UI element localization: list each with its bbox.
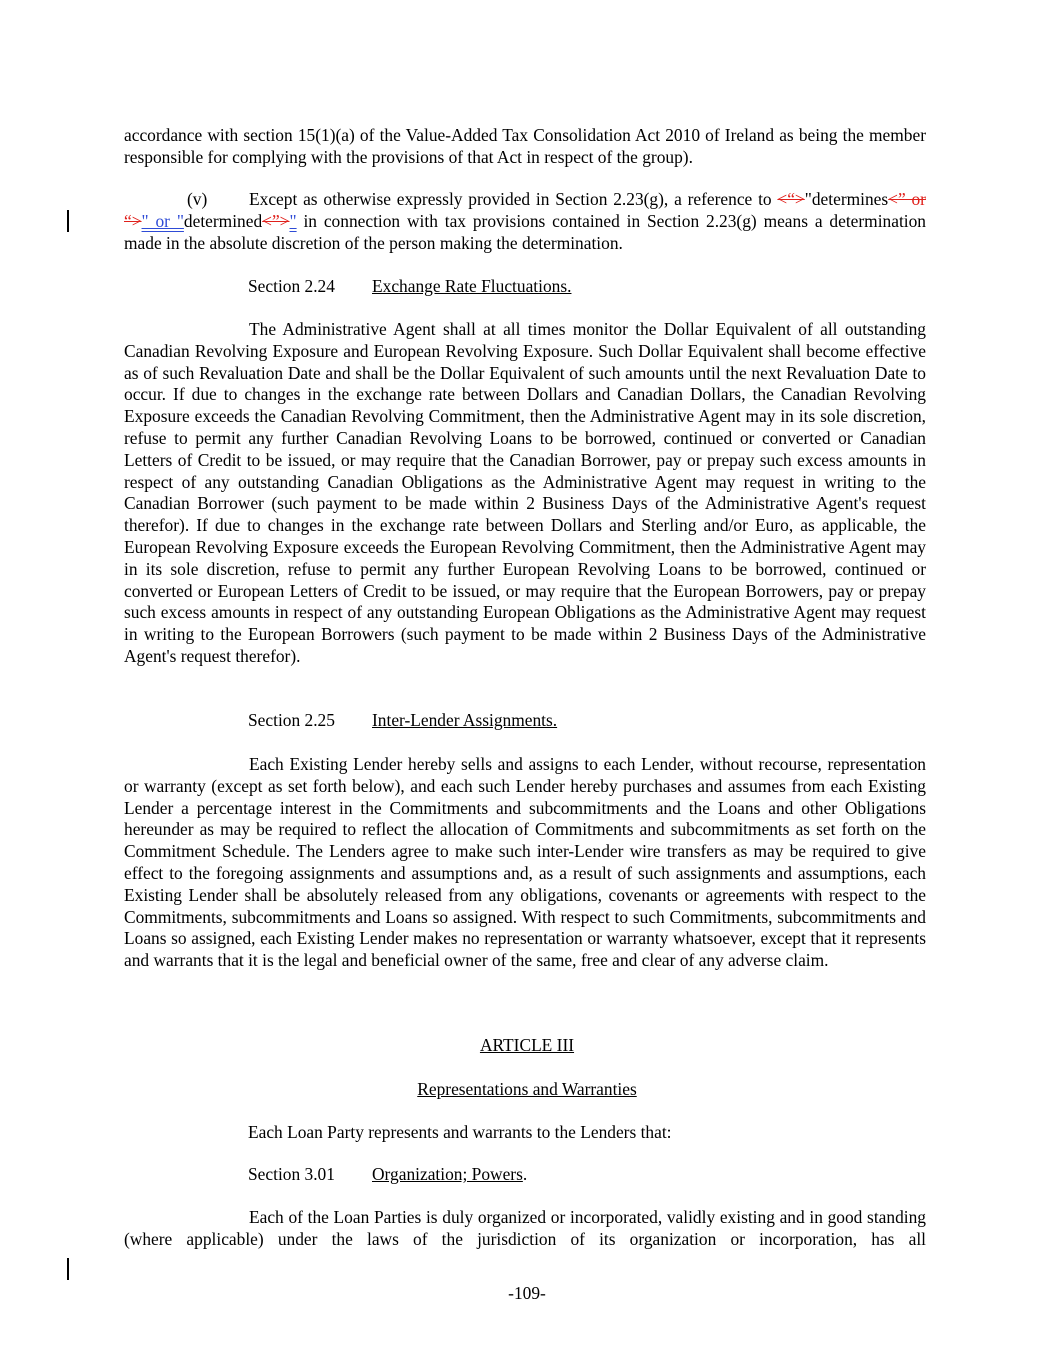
article-intro: Each Loan Party represents and warrants to the Lenders that: — [248, 1122, 672, 1142]
inserted-text: " or " — [141, 210, 184, 231]
section-heading-2-24 — [248, 276, 571, 298]
paragraph-v: (v) Except as otherwise expressly provided in Section 2.23(g), a reference to <“>"determines<” or “>" or "determined<”>" in connection with tax provisions contained in Section 2.23(g) means a determination made in the absolute discretion of the person making the determination. — [124, 189, 926, 253]
paragraph-2-25: Each Existing Lender hereby sells and assigns to each Lender, without recourse, representation or warranty (except as set forth below), and each such Lender hereby purchases and assumes from each Existing Lender a percentage interest in the Commitments and subcommitments and the Loans and other Obligations hereunder as may be required to reflect the allocation of Commitments and subcommitments as set forth on the Commitment Schedule. The Lenders agree to make such inter-Lender wire transfers as may be required to give effect to the foregoing assignments and assumptions and, as a result of such assignments and assumptions, each Existing Lender shall be absolutely released from any obligations, covenants or agreements with respect to the Commitments, subcommitments and Loans so assigned. With respect to such Commitments, subcommitments and Loans so assigned, each Existing Lender makes no representation or warranty whatsoever, except that it represents and warrants that it is the legal and beneficial owner of the same, free and clear of any adverse claim. — [124, 754, 926, 971]
article-heading: ARTICLE III — [479, 1035, 575, 1055]
deleted-text: <“> — [777, 189, 805, 209]
section-title: Organization; Powers — [372, 1164, 523, 1184]
change-bar — [67, 210, 69, 232]
change-bar — [67, 1258, 69, 1280]
section-heading-3-01: Section 3.01 Organization; Powers. — [248, 1164, 528, 1184]
clause-label: (v) — [187, 189, 208, 209]
deleted-text: <”> — [262, 210, 290, 231]
section-title: Inter-Lender Assignments. — [372, 710, 558, 730]
paragraph-2-24: The Administrative Agent shall at all times monitor the Dollar Equivalent of all outstanding Canadian Revolving Exposure and European Revolving Exposure. Such Dollar Equivalent shall become effective as of such Revaluation Date and shall be the Dollar Equivalent of such amounts until the next Revaluation Date to occur. If due to changes in the exchange rate between Dollars and Canadian Dollars, the Canadian Revolving Exposure exceeds the Canadian Revolving Commitment, then the Administrative Agent may in its sole discretion, refuse to permit any further Canadian Revolving Loans to be borrowed, continued or converted or Canadian Letters of Credit to be issued, or may require that the Canadian Borrower, pay or prepay such excess amounts in respect of any outstanding Canadian Obligations as the Administrative Agent may request in writing to the Canadian Borrower (such payment to be made within 2 Business Days of the Administrative Agent's request therefor). If due to changes in the exchange rate between Dollars and Sterling and/or Euro, as applicable, the European Revolving Exposure exceeds the European Revolving Commitment, then the Administrative Agent may in its sole discretion, refuse to permit any further European Revolving Loans to be borrowed, continued or converted or European Letters of Credit to be issued, or may require that the European Borrowers, pay or prepay such excess amounts in respect of any outstanding European Obligations as the Administrative Agent may request in writing to the European Borrowers (such payment to be made within 2 Business Days of the Administrative Agent's request therefor). — [124, 319, 926, 666]
page-number: -109- — [508, 1283, 546, 1303]
article-subheading: Representations and Warranties — [417, 1079, 637, 1099]
inserted-text: " — [289, 210, 297, 231]
section-heading-2-25 — [248, 710, 557, 732]
section-title: Exchange Rate Fluctuations. — [372, 276, 572, 296]
section-number: Section 2.24 — [248, 276, 335, 296]
section-number: Section 2.25 — [248, 710, 335, 730]
deleted-text: <” or “> — [124, 189, 926, 231]
paragraph-continuation: accordance with section 15(1)(a) of the Value-Added Tax Consolidation Act 2010 of Ireland as being the member responsible for complying with the provisions of that Act in respect of the group). — [124, 125, 926, 167]
paragraph-3-01: Each of the Loan Parties is duly organized or incorporated, validly existing and in good standing (where applicable) under the laws of the jurisdiction of its organization or incorporation, has all — [124, 1207, 926, 1249]
section-number: Section 3.01 — [248, 1164, 335, 1184]
